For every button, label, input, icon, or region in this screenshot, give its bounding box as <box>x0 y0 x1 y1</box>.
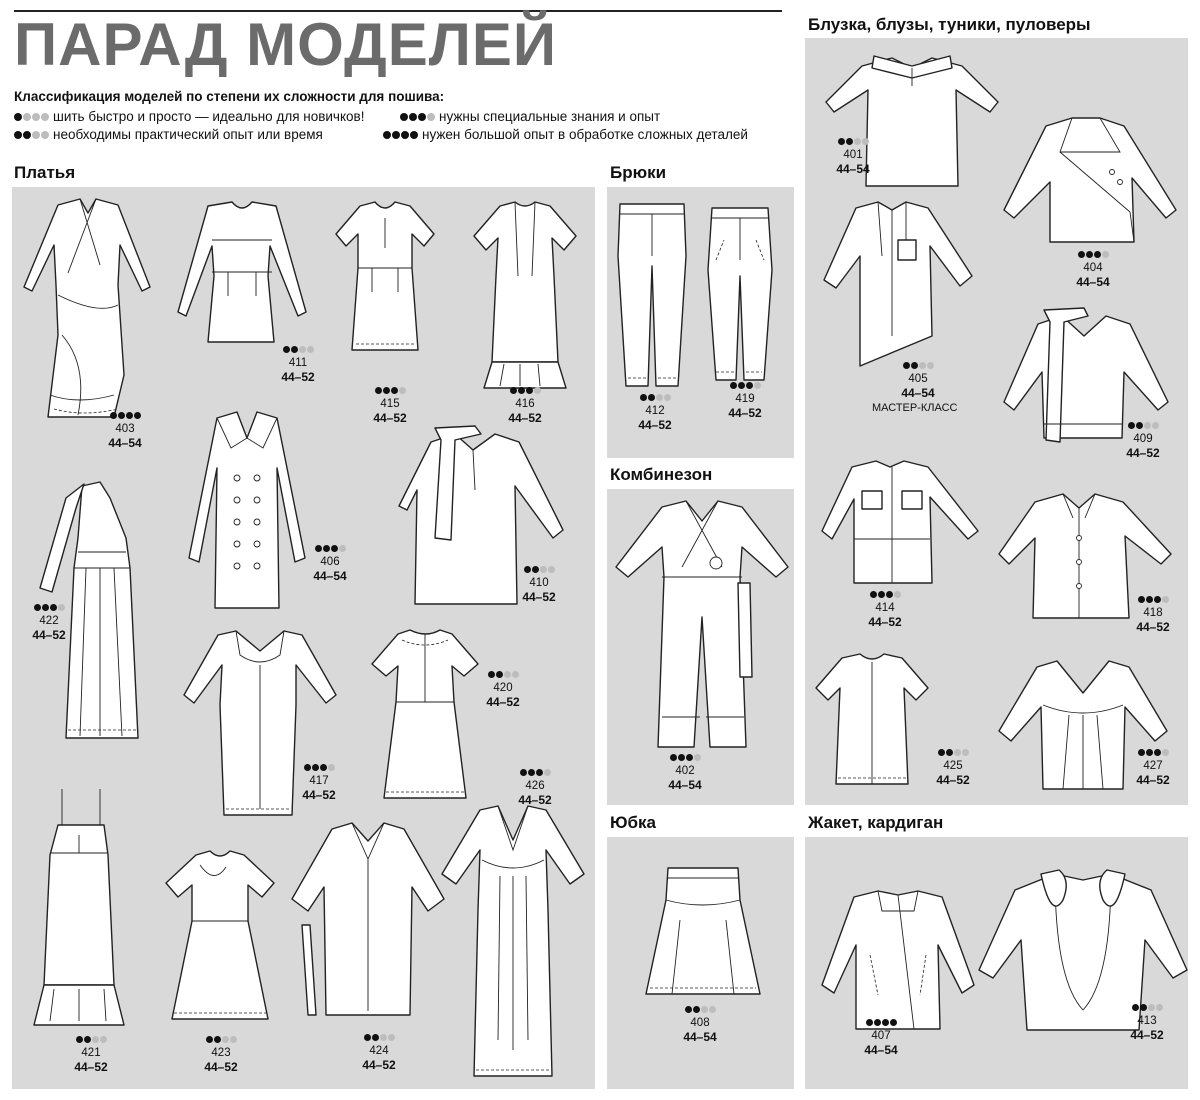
difficulty-dots <box>1132 1004 1163 1011</box>
model-info-421 <box>66 1032 116 1074</box>
model-sizes: 44–54 <box>864 1043 898 1057</box>
model-info-424 <box>354 1030 404 1072</box>
sketch-model-412 <box>612 196 692 391</box>
model-sizes: 44–52 <box>728 406 762 420</box>
section-title-trousers: Брюки <box>610 163 667 182</box>
sketch-model-421 <box>24 785 134 1030</box>
difficulty-dots <box>315 545 346 552</box>
legend-item-level-3 <box>400 109 660 124</box>
legend-text: нужны специальные знания и опыт <box>439 109 661 124</box>
sketch-model-404 <box>1000 112 1180 247</box>
model-number: 416 <box>515 398 535 410</box>
model-info-427 <box>1128 745 1178 787</box>
model-info-416 <box>500 383 550 425</box>
model-info-426 <box>510 765 560 807</box>
model-sizes: 44–52 <box>638 418 672 432</box>
sketch-model-415 <box>330 198 440 358</box>
master-class-label: МАСТЕР-КЛАСС <box>872 402 958 414</box>
model-number: 408 <box>690 1017 710 1029</box>
model-sizes: 44–52 <box>74 1060 108 1074</box>
model-sizes: 44–52 <box>302 788 336 802</box>
difficulty-dots <box>304 764 335 771</box>
difficulty-dots <box>685 1006 716 1013</box>
model-info-415 <box>365 383 415 425</box>
model-number: 419 <box>735 393 755 405</box>
model-sizes: 44–54 <box>668 778 702 792</box>
sketch-model-408 <box>640 860 765 1000</box>
model-number: 423 <box>211 1047 231 1059</box>
difficulty-dots <box>520 769 551 776</box>
model-info-403 <box>100 408 150 450</box>
difficulty-dots <box>375 387 406 394</box>
legend-heading: Классификация моделей по степени их сложности для пошива: <box>14 89 445 104</box>
model-info-411 <box>273 342 323 384</box>
model-info-423 <box>196 1032 246 1074</box>
legend-text: шить быстро и просто — идеально для новичков! <box>53 109 365 124</box>
model-info-412 <box>630 390 680 432</box>
difficulty-dots <box>870 591 901 598</box>
model-sizes: 44–52 <box>32 628 66 642</box>
difficulty-dots <box>488 671 519 678</box>
section-title-jackets: Жакет, кардиган <box>808 813 944 832</box>
model-sizes: 44–52 <box>508 411 542 425</box>
model-number: 426 <box>525 780 545 792</box>
difficulty-dots <box>34 604 65 611</box>
model-info-409 <box>1118 418 1168 460</box>
difficulty-dots <box>14 131 49 139</box>
model-sizes: 44–54 <box>901 386 935 400</box>
sketch-model-402 <box>612 497 792 752</box>
model-info-419 <box>720 378 770 420</box>
model-number: 401 <box>843 149 863 161</box>
model-number: 418 <box>1143 607 1163 619</box>
difficulty-dots <box>1078 251 1109 258</box>
model-info-425 <box>928 745 978 787</box>
model-number: 402 <box>675 765 695 777</box>
section-title-jumpsuit: Комбинезон <box>610 465 713 484</box>
model-info-402 <box>660 750 710 792</box>
difficulty-dots <box>1138 749 1169 756</box>
model-sizes: 44–52 <box>1126 446 1160 460</box>
section-title-dresses: Платья <box>14 163 76 182</box>
model-sizes: 44–54 <box>108 436 142 450</box>
model-sizes: 44–54 <box>683 1030 717 1044</box>
model-info-405 <box>893 358 943 400</box>
model-number: 409 <box>1133 433 1153 445</box>
sketch-model-426 <box>438 800 588 1080</box>
model-info-414 <box>860 587 910 629</box>
model-number: 410 <box>529 577 549 589</box>
model-info-422 <box>24 600 74 642</box>
model-sizes: 44–52 <box>1130 1028 1164 1042</box>
legend-text: нужен большой опыт в обработке сложных деталей <box>422 127 748 142</box>
model-number: 422 <box>39 615 59 627</box>
sketch-model-406 <box>185 408 310 613</box>
model-sizes: 44–52 <box>936 773 970 787</box>
difficulty-dots <box>400 113 435 121</box>
sketch-model-411 <box>172 196 312 346</box>
model-number: 424 <box>369 1045 389 1057</box>
section-title-skirt: Юбка <box>610 813 656 832</box>
difficulty-dots <box>110 412 141 419</box>
model-sizes: 44–52 <box>522 590 556 604</box>
sketch-model-403 <box>18 195 158 425</box>
model-number: 421 <box>81 1047 101 1059</box>
difficulty-dots <box>866 1019 897 1026</box>
model-number: 427 <box>1143 760 1163 772</box>
sketch-model-424 <box>288 815 448 1025</box>
model-info-418 <box>1128 592 1178 634</box>
model-info-417 <box>294 760 344 802</box>
difficulty-dots <box>938 749 969 756</box>
model-sizes: 44–52 <box>362 1058 396 1072</box>
model-number: 413 <box>1137 1015 1157 1027</box>
model-number: 406 <box>320 556 340 568</box>
difficulty-dots <box>364 1034 395 1041</box>
model-info-406 <box>305 541 355 583</box>
model-sizes: 44–52 <box>486 695 520 709</box>
model-sizes: 44–52 <box>1136 620 1170 634</box>
model-number: 420 <box>493 682 513 694</box>
sketch-model-414 <box>818 455 983 590</box>
model-number: 403 <box>115 423 135 435</box>
legend-item-level-4 <box>383 127 748 142</box>
sketch-model-416 <box>470 196 580 396</box>
model-number: 414 <box>875 602 895 614</box>
model-info-413 <box>1122 1000 1172 1042</box>
model-sizes: 44–52 <box>281 370 315 384</box>
model-number: 411 <box>288 357 308 369</box>
model-sizes: 44–52 <box>373 411 407 425</box>
model-sizes: 44–52 <box>204 1060 238 1074</box>
legend-item-level-1 <box>14 109 364 124</box>
difficulty-dots <box>903 362 934 369</box>
difficulty-dots <box>383 131 418 139</box>
sketch-model-425 <box>812 650 932 790</box>
model-number: 425 <box>943 760 963 772</box>
difficulty-dots <box>14 113 49 121</box>
legend-text: необходимы практический опыт или время <box>53 127 323 142</box>
model-sizes: 44–52 <box>1136 773 1170 787</box>
model-sizes: 44–52 <box>868 615 902 629</box>
model-sizes: 44–54 <box>1076 275 1110 289</box>
model-sizes: 44–54 <box>836 162 870 176</box>
sketch-model-405 <box>820 196 980 371</box>
model-number: 412 <box>645 405 665 417</box>
model-sizes: 44–52 <box>518 793 552 807</box>
sketch-model-407 <box>818 885 978 1035</box>
difficulty-dots <box>524 566 555 573</box>
sketch-model-423 <box>160 845 280 1025</box>
difficulty-dots <box>510 387 541 394</box>
model-number: 417 <box>309 775 329 787</box>
difficulty-dots <box>838 138 869 145</box>
model-info-420 <box>478 667 528 709</box>
model-number: 407 <box>871 1030 891 1042</box>
difficulty-dots <box>1138 596 1169 603</box>
model-number: 404 <box>1083 262 1103 274</box>
difficulty-dots <box>730 382 761 389</box>
difficulty-dots <box>206 1036 237 1043</box>
model-info-407 <box>856 1015 906 1057</box>
model-number: 415 <box>380 398 400 410</box>
section-title-blouses: Блузка, блузы, туники, пуловеры <box>808 15 1091 34</box>
difficulty-dots <box>640 394 671 401</box>
difficulty-dots <box>670 754 701 761</box>
sketch-model-420 <box>368 620 483 805</box>
model-info-401 <box>828 134 878 176</box>
difficulty-dots <box>76 1036 107 1043</box>
sketch-model-419 <box>700 200 780 385</box>
page-title: ПАРАД МОДЕЛЕЙ <box>14 11 558 78</box>
difficulty-dots <box>1128 422 1159 429</box>
model-info-404 <box>1068 247 1118 289</box>
model-info-408 <box>675 1002 725 1044</box>
legend-item-level-2 <box>14 127 323 142</box>
model-info-410 <box>514 562 564 604</box>
model-sizes: 44–54 <box>313 569 347 583</box>
model-number: 405 <box>908 373 928 385</box>
difficulty-dots <box>283 346 314 353</box>
